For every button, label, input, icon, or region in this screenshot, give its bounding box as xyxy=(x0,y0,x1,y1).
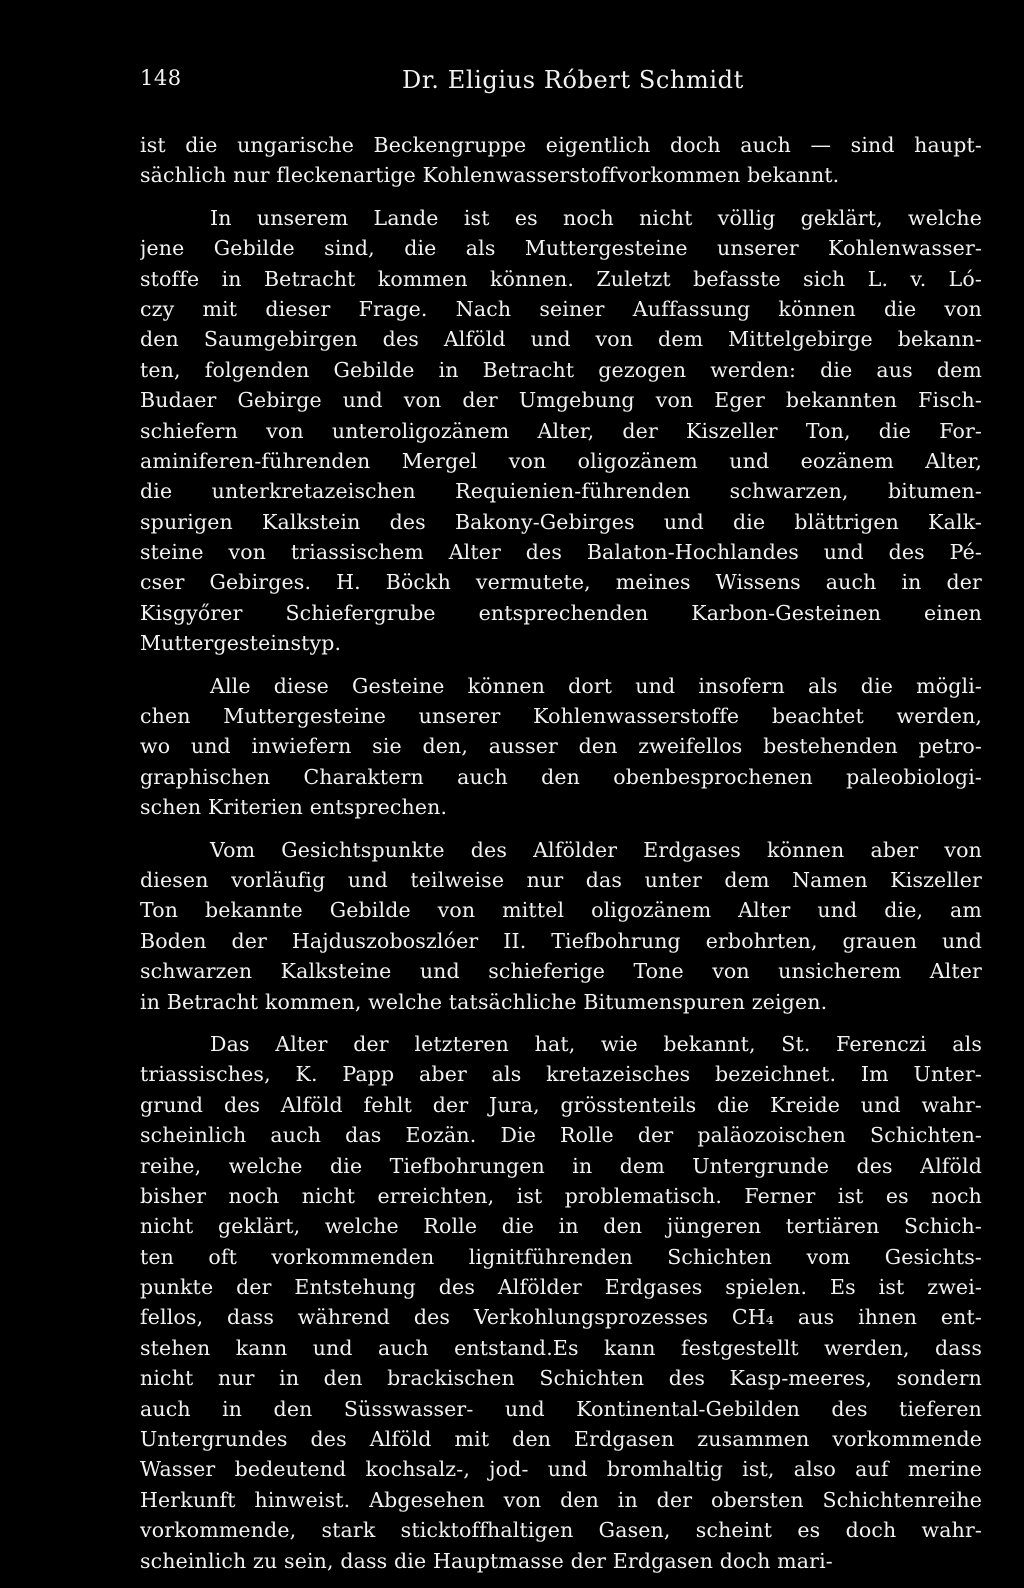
text-line: czy mit dieser Frage. Nach seiner Auffassung können die von xyxy=(140,296,982,321)
text-line: in Betracht kommen, welche tatsächliche Bitumenspuren zeigen. xyxy=(140,989,828,1014)
text-line: Das Alter der letzteren hat, wie bekannt, St. Ferenczi als xyxy=(210,1031,982,1056)
text-line: fellos, dass während des Verkohlungsprozesses CH₄ aus ihnen ent- xyxy=(140,1305,982,1330)
text-line: Herkunft hinweist. Abgesehen von den in der obersten Schichtenreihe xyxy=(140,1487,982,1512)
text-line: punkte der Entstehung des Alfölder Erdgases spielen. Es ist zwei- xyxy=(140,1275,982,1300)
text-line: Alle diese Gesteine können dort und insofern als die mögli- xyxy=(210,673,982,698)
text-line: schen Kriterien entsprechen. xyxy=(140,795,448,820)
running-title: Dr. Eligius Róbert Schmidt xyxy=(402,66,744,94)
text-line: Muttergesteinstyp. xyxy=(140,631,342,656)
text-line: stoffe in Betracht kommen können. Zuletzt befasste sich L. v. Ló- xyxy=(140,266,982,291)
text-line: grund des Alföld fehlt der Jura, grösstenteils die Kreide und wahr- xyxy=(140,1092,982,1117)
text-line: nicht geklärt, welche Rolle die in den jüngeren tertiären Schich- xyxy=(140,1214,982,1239)
text-line: Wasser bedeutend kochsalz-, jod- und bromhaltig ist, also auf merine xyxy=(140,1457,982,1482)
text-line: nicht nur in den brackischen Schichten des Kasp-meeres, sondern xyxy=(140,1366,982,1391)
text-line: schwarzen Kalksteine und schieferige Tone von unsicherem Alter xyxy=(140,959,982,984)
text-line: steine von triassischem Alter des Balaton-Hochlandes und des Pé- xyxy=(140,540,982,565)
text-line: jene Gebilde sind, die als Muttergesteine unserer Kohlenwasser- xyxy=(140,236,982,261)
body-text xyxy=(140,130,982,1588)
text-line: triassisches, K. Papp aber als kretazeisches bezeichnet. Im Unter- xyxy=(140,1062,982,1087)
text-line: die unterkretazeischen Requienien-führenden schwarzen, bitumen- xyxy=(140,479,982,504)
text-line: scheinlich auch das Eozän. Die Rolle der paläozoischen Schichten- xyxy=(140,1123,982,1148)
text-line: Budaer Gebirge und von der Umgebung von Eger bekannten Fisch- xyxy=(140,388,982,413)
text-line: In unserem Lande ist es noch nicht völlig geklärt, welche xyxy=(210,205,982,230)
text-line: den Saumgebirgen des Alföld und von dem Mittelgebirge bekann- xyxy=(140,327,982,352)
page-header xyxy=(140,66,980,102)
text-line: sächlich nur fleckenartige Kohlenwasserstoffvorkommen bekannt. xyxy=(140,163,840,188)
paragraph xyxy=(140,130,982,191)
text-line: Vom Gesichtspunkte des Alfölder Erdgases können aber von xyxy=(210,837,982,862)
text-line: Ton bekannte Gebilde von mittel oligozänem Alter und die, am xyxy=(140,898,982,923)
text-line: bisher noch nicht erreichten, ist problematisch. Ferner ist es noch xyxy=(140,1183,982,1208)
paragraph xyxy=(140,1029,982,1576)
text-line: ten, folgenden Gebilde in Betracht gezogen werden: die aus dem xyxy=(140,357,982,382)
paragraph xyxy=(140,835,982,1017)
text-line: stehen kann und auch entstand.Es kann festgestellt werden, dass xyxy=(140,1335,982,1360)
page-number: 148 xyxy=(140,66,182,90)
text-line: scheinlich zu sein, dass die Hauptmasse der Erdgasen doch mari- xyxy=(140,1548,833,1573)
text-line: Kisgyőrer Schiefergrube entsprechenden Karbon-Gesteinen einen xyxy=(140,600,982,625)
paragraph xyxy=(140,671,982,823)
text-line: reihe, welche die Tiefbohrungen in dem Untergrunde des Alföld xyxy=(140,1153,982,1178)
text-line: wo und inwiefern sie den, ausser den zweifellos bestehenden petro- xyxy=(140,734,982,759)
text-line: vorkommende, stark sticktoffhaltigen Gasen, scheint es doch wahr- xyxy=(140,1518,982,1543)
text-line: schiefern von unteroligozänem Alter, der Kiszeller Ton, die For- xyxy=(140,418,982,443)
text-line: ten oft vorkommenden lignitführenden Schichten vom Gesichts- xyxy=(140,1244,982,1269)
paragraph xyxy=(140,203,982,659)
text-line: diesen vorläufig und teilweise nur das unter dem Namen Kiszeller xyxy=(140,867,982,892)
text-line: graphischen Charaktern auch den obenbesprochenen paleobiologi- xyxy=(140,764,982,789)
text-line: chen Muttergesteine unserer Kohlenwasserstoffe beachtet werden, xyxy=(140,704,982,729)
text-line: Untergrundes des Alföld mit den Erdgasen zusammen vorkommende xyxy=(140,1427,982,1452)
text-line: auch in den Süsswasser- und Kontinental-Gebilden des tieferen xyxy=(140,1396,982,1421)
text-line: cser Gebirges. H. Böckh vermutete, meines Wissens auch in der xyxy=(140,570,982,595)
text-line: aminiferen-führenden Mergel von oligozänem und eozänem Alter, xyxy=(140,448,982,473)
text-line: ist die ungarische Beckengruppe eigentlich doch auch — sind haupt- xyxy=(140,133,982,157)
text-line: spurigen Kalkstein des Bakony-Gebirges und die blättrigen Kalk- xyxy=(140,509,982,534)
text-line: Boden der Hajduszoboszlóer II. Tiefbohrung erbohrten, grauen und xyxy=(140,928,982,953)
